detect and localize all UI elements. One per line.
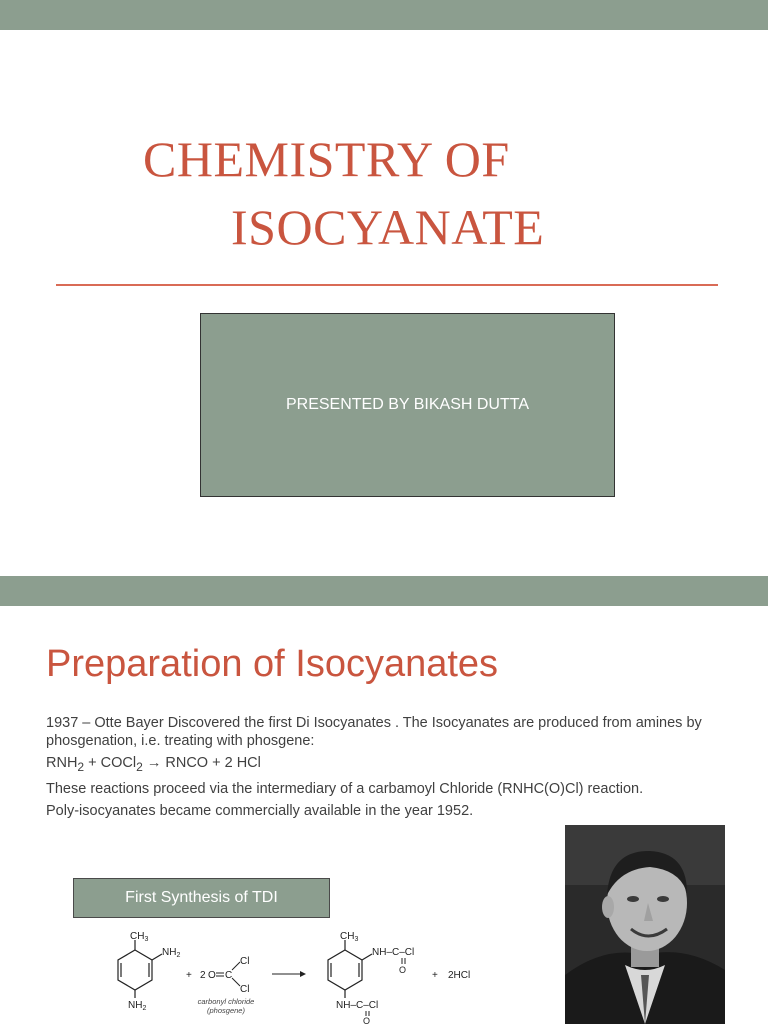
plus-sign-2: + bbox=[432, 970, 438, 981]
eq-part2: + COCl bbox=[84, 755, 137, 771]
eq-sub1: 2 bbox=[77, 759, 85, 774]
reactant-nh2-bottom: $NH_2$ bbox=[128, 1000, 147, 1012]
phosgene-o: O bbox=[208, 970, 216, 981]
reactant-nh2-top: $NH_2$ bbox=[162, 947, 181, 959]
reactant-ring bbox=[118, 940, 162, 998]
slide2-body bbox=[46, 714, 746, 824]
slide-title-line2: ISOCYANATE bbox=[231, 199, 545, 255]
hcl-byproduct: 2HCl bbox=[448, 970, 471, 981]
presenter-box bbox=[200, 313, 615, 497]
phosgene-c: C bbox=[225, 970, 233, 981]
eq-part3: → RNCO + 2 HCl bbox=[142, 755, 261, 771]
eq-sub2: 2 bbox=[136, 759, 143, 774]
plus-sign-1: + bbox=[186, 970, 192, 981]
phosgene-cl-bottom: Cl bbox=[240, 984, 250, 995]
slide-title-line1: CHEMISTRY OF bbox=[143, 131, 510, 187]
phosgene-cl-top: Cl bbox=[240, 956, 250, 967]
paragraph-history: 1937 – Otte Bayer Discovered the first Di Isocyanates . The Isocyanates are produced from amines by phosgenation, i.e. treating with phosgene: bbox=[46, 715, 702, 749]
carbonyl-chloride-label: carbonyl chloride bbox=[197, 997, 255, 1006]
product-ch3: $CH_3$ bbox=[340, 931, 359, 943]
reaction-arrow bbox=[272, 971, 306, 977]
product-o-bottom: O bbox=[363, 1016, 371, 1024]
title-divider bbox=[56, 284, 718, 286]
eq-part1: RNH bbox=[46, 755, 78, 771]
portrait-photo bbox=[565, 825, 725, 1024]
phosgene-label: (phosgene) bbox=[207, 1006, 245, 1015]
product-carbamoyl-top: NH–C–Cl bbox=[372, 947, 415, 958]
product-o-top: O bbox=[399, 965, 407, 975]
reactant-ch3: $CH_3$ bbox=[130, 931, 149, 943]
equation-line bbox=[46, 754, 746, 776]
top-band bbox=[0, 0, 768, 30]
presenter-text: PRESENTED BY BIKASH DUTTA bbox=[285, 396, 529, 413]
coefficient: 2 bbox=[200, 970, 206, 981]
product-ring bbox=[328, 940, 372, 998]
slide2-heading: Preparation of Isocyanates bbox=[46, 643, 499, 685]
tdi-label: First Synthesis of TDI bbox=[125, 889, 278, 906]
slide-separator-band bbox=[0, 576, 768, 606]
product-carbamoyl-bottom: NH–C–Cl bbox=[336, 1000, 379, 1011]
tdi-label-box bbox=[73, 878, 330, 918]
paragraph-intermediary: These reactions proceed via the intermediary of a carbamoyl Chloride (RNHC(O)Cl) reaction. bbox=[46, 780, 644, 797]
tdi-reaction-diagram bbox=[100, 922, 520, 1024]
paragraph-commercial: Poly-isocyanates became commercially available in the year 1952. bbox=[46, 802, 474, 819]
